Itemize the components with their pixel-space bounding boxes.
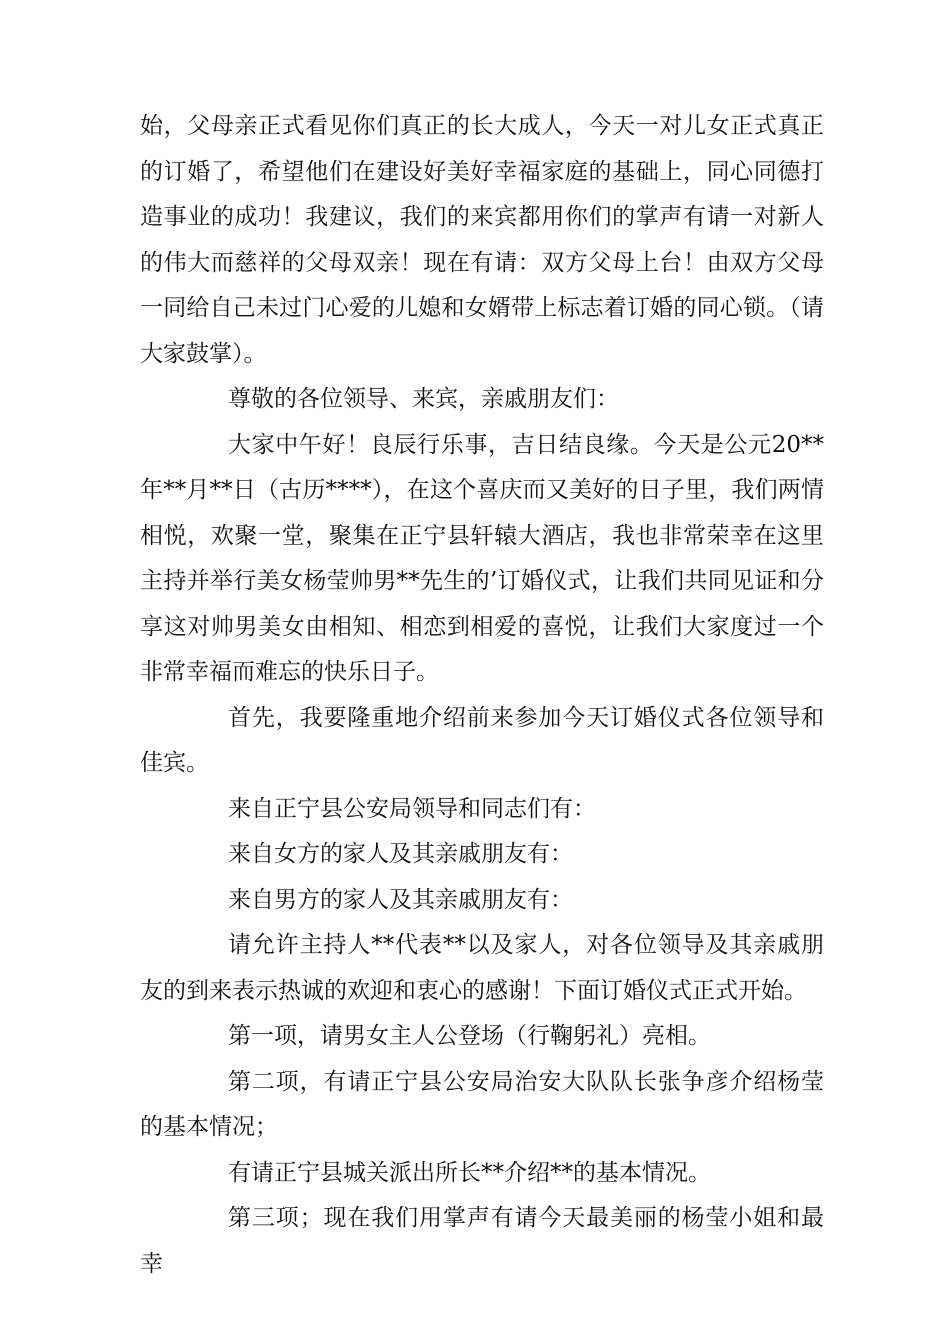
paragraph-item-three: 第三项；现在我们用掌声有请今天最美丽的杨莹小姐和最幸 [140, 1205, 824, 1277]
paragraph-opening: 大家中午好！良辰行乐事，吉日结良缘。今天是公元20**年**月**日（古历****），在这个喜庆而又美好的日子里，我们两情相悦，欢聚一堂，聚集在正宁县轩辕大酒店，我也非常荣幸在这里主持并举行美女杨莹帅男**先生的’订婚仪式，让我们共同见证和分享这对帅男美女由相知、相恋到相爱的喜悦，让我们大家度过一个非常幸福而难忘的快乐日子。 [140, 431, 824, 685]
paragraph-introduce-guests: 首先，我要隆重地介绍前来参加今天订婚仪式各位领导和佳宾。 [140, 704, 824, 776]
paragraph-welcome: 请允许主持人**代表**以及家人，对各位领导及其亲戚朋友的到来表示热诚的欢迎和衷心的感谢！下面订婚仪式正式开始。 [140, 932, 824, 1004]
paragraph-greeting: 尊敬的各位领导、来宾，亲戚朋友们： [228, 386, 619, 412]
paragraph-item-two-continued: 有请正宁县城关派出所长**介绍**的基本情况。 [228, 1159, 711, 1186]
paragraph-police-guests: 来自正宁县公安局领导和同志们有： [228, 795, 596, 822]
paragraph-continuation: 始，父母亲正式看见你们真正的长大成人，今天一对儿女正式真正的订婚了，希望他们在建设好美好幸福家庭的基础上，同心同德打造事业的成功！我建议，我们的来宾都用你们的掌声有请一对新人的伟大而慈祥的父母双亲！现在有请：双方父母上台！由双方父母一同给自己未过门心爱的儿媳和女婿带上标志着订婚的同心锁。（请大家鼓掌）。 [140, 113, 824, 367]
paragraph-bride-family: 来自女方的家人及其亲戚朋友有： [228, 841, 573, 867]
paragraph-item-one: 第一项，请男女主人公登场（行鞠躬礼）亮相。 [228, 1023, 711, 1049]
paragraph-groom-family: 来自男方的家人及其亲戚朋友有： [228, 886, 573, 913]
paragraph-item-two: 第二项，有请正宁县公安局治安大队队长张争彦介绍杨莹的基本情况； [140, 1068, 824, 1140]
document-body [140, 104, 824, 1287]
